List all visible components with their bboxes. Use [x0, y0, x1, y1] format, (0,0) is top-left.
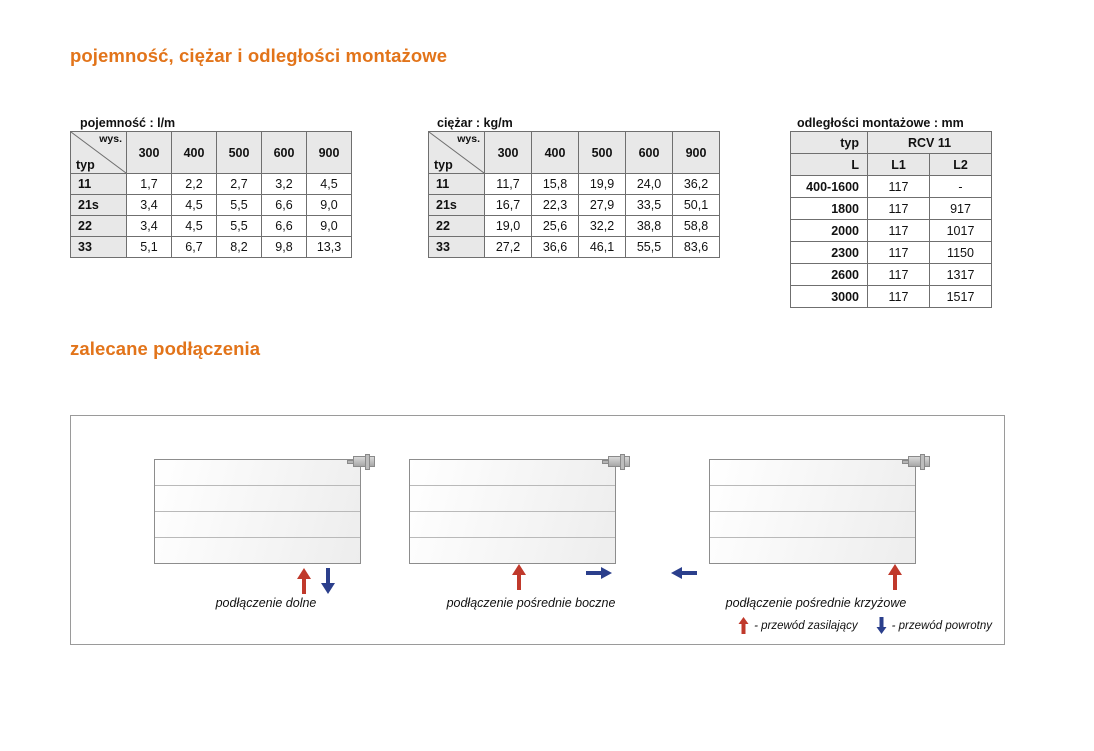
cell-value: 36,6: [532, 237, 579, 258]
cell-l2: 1150: [930, 242, 992, 264]
cell-value: 55,5: [626, 237, 673, 258]
section-heading-capacity: pojemność, ciężar i odległości montażowe: [70, 45, 448, 66]
cell-value: 1,7: [127, 174, 172, 195]
header-l1: L1: [868, 154, 930, 176]
diagram-caption: podłączenie dolne: [215, 596, 317, 610]
row-header-type: 21s: [429, 195, 485, 216]
cell-length: 2600: [791, 264, 868, 286]
cell-l1: 117: [868, 198, 930, 220]
cell-l2: 1317: [930, 264, 992, 286]
row-header-type: 33: [71, 237, 127, 258]
valve-pin: [902, 460, 909, 464]
col-header: 500: [579, 132, 626, 174]
corner-label-type: typ: [434, 158, 453, 172]
cell-value: 33,5: [626, 195, 673, 216]
table-row: [71, 174, 352, 195]
cell-value: 9,8: [262, 237, 307, 258]
cell-value: 58,8: [673, 216, 720, 237]
table-row: [71, 216, 352, 237]
row-header-type: 33: [429, 237, 485, 258]
cell-value: 6,7: [172, 237, 217, 258]
cell-value: 11,7: [485, 174, 532, 195]
valve-nut: [920, 454, 925, 470]
corner-label-height: wys.: [99, 133, 122, 145]
cell-length: 400-1600: [791, 176, 868, 198]
cell-value: 13,3: [307, 237, 352, 258]
radiator-seam: [410, 537, 615, 538]
diagram-caption: podłączenie pośrednie krzyżowe: [725, 596, 907, 610]
radiator-seam: [155, 485, 360, 486]
cell-value: 4,5: [172, 195, 217, 216]
cell-value: 3,2: [262, 174, 307, 195]
cell-l1: 117: [868, 176, 930, 198]
cell-value: 50,1: [673, 195, 720, 216]
radiator-illustration: [709, 459, 916, 564]
cell-value: 15,8: [532, 174, 579, 195]
col-header: 900: [673, 132, 720, 174]
return-arrow-right-icon: [586, 566, 612, 580]
radiator-illustration: [409, 459, 616, 564]
valve-icon: [908, 456, 930, 467]
table-row: [429, 237, 720, 258]
header-model: RCV 11: [868, 132, 992, 154]
cell-value: 6,6: [262, 216, 307, 237]
cell-value: 6,6: [262, 195, 307, 216]
header-l2: L2: [930, 154, 992, 176]
cell-value: 25,6: [532, 216, 579, 237]
return-arrow-down-icon: [320, 568, 336, 594]
valve-pin: [347, 460, 354, 464]
caption-capacity-table: pojemność : l/m: [80, 116, 176, 130]
legend: [738, 617, 992, 634]
cell-value: 2,2: [172, 174, 217, 195]
cell-value: 9,0: [307, 216, 352, 237]
supply-arrow-up-icon: [887, 564, 903, 590]
cell-l2: 917: [930, 198, 992, 220]
table-row-header: [791, 132, 992, 154]
row-header-type: 11: [429, 174, 485, 195]
table-row-subheader: [791, 154, 992, 176]
radiator-seam: [710, 537, 915, 538]
radiator-illustration: [154, 459, 361, 564]
cell-value: 8,2: [217, 237, 262, 258]
header-typ: typ: [791, 132, 868, 154]
legend-label-return: - przewód powrotny: [891, 619, 992, 632]
return-arrow-left-icon: [671, 566, 697, 580]
corner-label-type: typ: [76, 158, 95, 172]
header-l: L: [791, 154, 868, 176]
col-header: 400: [172, 132, 217, 174]
col-header: 600: [626, 132, 673, 174]
col-header: 300: [127, 132, 172, 174]
row-header-type: 22: [429, 216, 485, 237]
cell-length: 1800: [791, 198, 868, 220]
col-header: 900: [307, 132, 352, 174]
cell-l1: 117: [868, 220, 930, 242]
row-header-type: 22: [71, 216, 127, 237]
table-row: [791, 220, 992, 242]
cell-length: 2300: [791, 242, 868, 264]
table-row: [429, 174, 720, 195]
col-header: 400: [532, 132, 579, 174]
radiator-seam: [155, 537, 360, 538]
radiator-seam: [155, 511, 360, 512]
table-row: [429, 216, 720, 237]
cell-length: 2000: [791, 220, 868, 242]
supply-arrow-up-icon: [511, 564, 527, 590]
corner-cell-weight: [429, 132, 485, 174]
table-row: [791, 286, 992, 308]
col-header: 300: [485, 132, 532, 174]
cell-value: 24,0: [626, 174, 673, 195]
cell-value: 3,4: [127, 216, 172, 237]
table-row: [429, 195, 720, 216]
cell-value: 3,4: [127, 195, 172, 216]
diagram-bottom-connection: [146, 416, 386, 616]
cell-l2: 1017: [930, 220, 992, 242]
radiator-seam: [710, 485, 915, 486]
cell-length: 3000: [791, 286, 868, 308]
legend-item-return: [876, 617, 992, 634]
section-heading-connections: zalecane podłączenia: [70, 338, 261, 359]
table-row-header: [429, 132, 720, 174]
table-row: [791, 242, 992, 264]
cell-value: 4,5: [172, 216, 217, 237]
cell-l2: 1517: [930, 286, 992, 308]
cell-value: 83,6: [673, 237, 720, 258]
radiator-seam: [710, 511, 915, 512]
cell-value: 4,5: [307, 174, 352, 195]
row-header-type: 11: [71, 174, 127, 195]
cell-value: 5,5: [217, 195, 262, 216]
cell-value: 32,2: [579, 216, 626, 237]
cell-value: 46,1: [579, 237, 626, 258]
cell-value: 22,3: [532, 195, 579, 216]
legend-item-supply: [738, 617, 858, 634]
cell-value: 27,9: [579, 195, 626, 216]
radiator-seam: [410, 511, 615, 512]
caption-weight-table: ciężar : kg/m: [437, 116, 513, 130]
legend-label-supply: - przewód zasilający: [754, 619, 858, 632]
table-capacity: [70, 131, 352, 258]
connections-panel: [70, 415, 1005, 645]
table-row: [791, 264, 992, 286]
table-mounting-distances: [790, 131, 992, 308]
corner-cell-capacity: [71, 132, 127, 174]
valve-nut: [620, 454, 625, 470]
return-arrow-down-icon: [876, 617, 887, 634]
cell-value: 16,7: [485, 195, 532, 216]
col-header: 500: [217, 132, 262, 174]
cell-value: 5,5: [217, 216, 262, 237]
cell-l1: 117: [868, 286, 930, 308]
table-row-header: [71, 132, 352, 174]
cell-value: 19,9: [579, 174, 626, 195]
cell-value: 9,0: [307, 195, 352, 216]
cell-l2: -: [930, 176, 992, 198]
cell-value: 19,0: [485, 216, 532, 237]
diagram-caption: podłączenie pośrednie boczne: [446, 596, 616, 610]
valve-icon: [608, 456, 630, 467]
cell-value: 38,8: [626, 216, 673, 237]
diagram-side-connection: [401, 416, 661, 616]
table-row: [791, 198, 992, 220]
row-header-type: 21s: [71, 195, 127, 216]
table-row: [791, 176, 992, 198]
cell-value: 5,1: [127, 237, 172, 258]
cell-value: 2,7: [217, 174, 262, 195]
corner-label-height: wys.: [457, 133, 480, 145]
cell-value: 27,2: [485, 237, 532, 258]
table-row: [71, 237, 352, 258]
valve-icon: [353, 456, 375, 467]
valve-nut: [365, 454, 370, 470]
cell-l1: 117: [868, 264, 930, 286]
col-header: 600: [262, 132, 307, 174]
valve-pin: [602, 460, 609, 464]
cell-l1: 117: [868, 242, 930, 264]
cell-value: 36,2: [673, 174, 720, 195]
supply-arrow-up-icon: [296, 568, 312, 594]
table-row: [71, 195, 352, 216]
diagram-cross-connection: [671, 416, 951, 616]
radiator-seam: [410, 485, 615, 486]
table-weight: [428, 131, 720, 258]
supply-arrow-up-icon: [738, 617, 749, 634]
caption-mounting-table: odległości montażowe : mm: [797, 116, 964, 130]
